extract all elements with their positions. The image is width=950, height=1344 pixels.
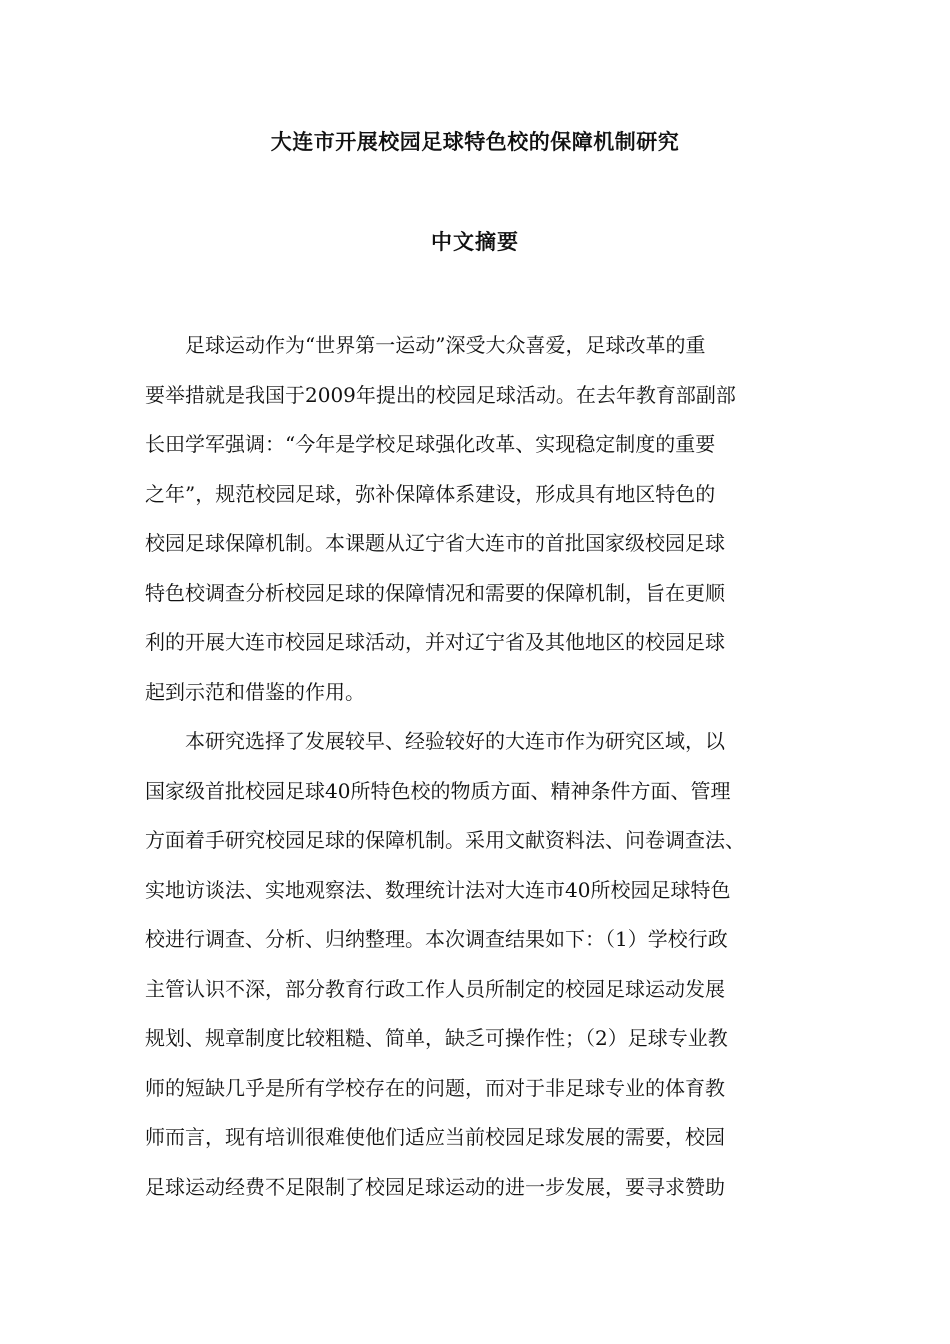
paragraph-1 bbox=[145, 321, 810, 717]
paragraph-line: 之年”，规范校园足球，弥补保障体系建设，形成具有地区特色的 bbox=[145, 481, 716, 506]
paragraph-line: 校园足球保障机制。本课题从辽宁省大连市的首批国家级校园足球 bbox=[145, 531, 725, 555]
paragraph-line: 要举措就是我国于2009年提出的校园足球活动。在去年教育部副部 bbox=[145, 382, 736, 407]
document-title: 大连市开展校园足球特色校的保障机制研究 bbox=[270, 130, 680, 154]
paragraph-line: 师而言，现有培训很难使他们适应当前校园足球发展的需要，校园 bbox=[145, 1125, 725, 1149]
paragraph-line: 本研究选择了发展较早、经验较好的大连市作为研究区域，以 bbox=[185, 729, 725, 753]
abstract-heading: 中文摘要 bbox=[431, 230, 519, 254]
paragraph-2 bbox=[145, 717, 810, 1212]
paragraph-line: 起到示范和借鉴的作用。 bbox=[145, 679, 365, 704]
paragraph-line: 方面着手研究校园足球的保障机制。采用文献资料法、问卷调查法、 bbox=[145, 828, 745, 852]
abstract-body bbox=[145, 321, 810, 1212]
paragraph-line: 长田学军强调：“今年是学校足球强化改革、实现稳定制度的重要 bbox=[145, 432, 716, 456]
paragraph-line: 利的开展大连市校园足球活动，并对辽宁省及其他地区的校园足球 bbox=[145, 630, 725, 654]
paragraph-line: 主管认识不深，部分教育行政工作人员所制定的校园足球运动发展 bbox=[145, 976, 725, 1001]
paragraph-line: 国家级首批校园足球40所特色校的物质方面、精神条件方面、管理 bbox=[145, 778, 731, 803]
paragraph-line: 规划、规章制度比较粗糙、简单，缺乏可操作性；（2）足球专业教 bbox=[145, 1026, 728, 1050]
paragraph-line: 足球运动作为“世界第一运动”深受大众喜爱，足球改革的重 bbox=[185, 333, 706, 357]
paragraph-line: 足球运动经费不足限制了校园足球运动的进一步发展，要寻求赞助 bbox=[145, 1174, 725, 1199]
paragraph-line: 实地访谈法、实地观察法、数理统计法对大连市40所校园足球特色 bbox=[145, 877, 731, 902]
paragraph-line: 校进行调查、分析、归纳整理。本次调查结果如下：（1）学校行政 bbox=[145, 927, 728, 951]
paragraph-line: 师的短缺几乎是所有学校存在的问题，而对于非足球专业的体育教 bbox=[145, 1075, 725, 1100]
paragraph-line: 特色校调查分析校园足球的保障情况和需要的保障机制，旨在更顺 bbox=[145, 580, 725, 605]
